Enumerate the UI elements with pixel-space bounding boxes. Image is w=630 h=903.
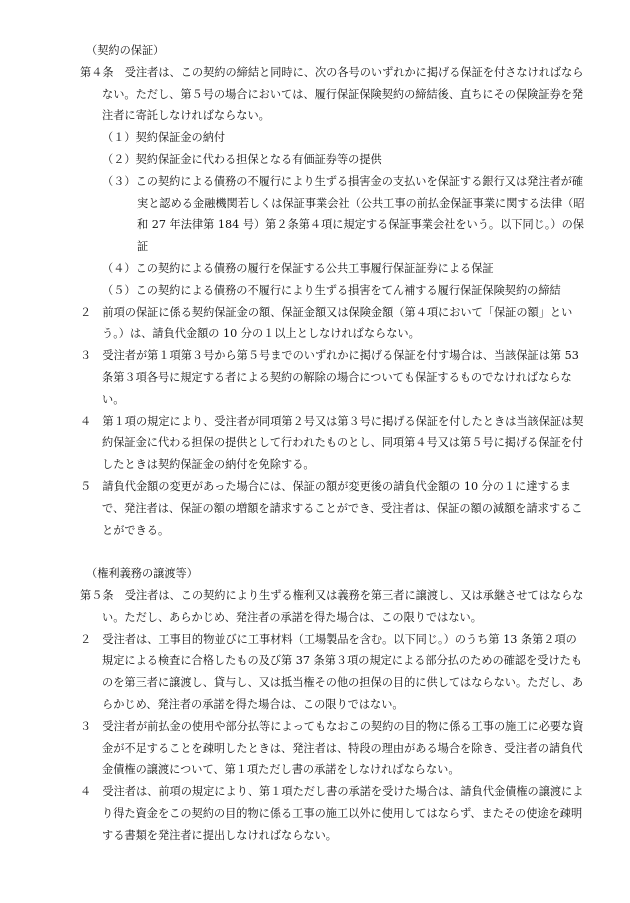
article-4-heading: （契約の保証）	[86, 44, 165, 57]
section-gap	[80, 541, 586, 563]
article-5-para-4: ４ 受注者は、前項の規定により、第１項ただし書の承諾を受けた場合は、請負代金債権の譲渡により得た資金をこの契約の目的物に係る工事の施工以外に使用してはならず、またその使途を疎明する書類を発注者に提出しなければならない。	[80, 785, 584, 842]
article-4-item-3: （３）この契約による債務の不履行により生ずる損害金の支払いを保証する銀行又は発注者が確実と認める金融機関若しくは保証事業会社（公共工事の前払金保証事業に関する法律（昭和 27 年法律第 184 号）第２条第４項に規定する保証事業会社をいう。以下同じ。）の保証	[102, 174, 585, 254]
article-4-para-4: ４ 第１項の規定により、受注者が同項第２号又は第３号に掲げる保証を付したときは当該保証は契約保証金に代わる担保の提供として行われたものとし、同項第４号又は第５号に掲げる保証を付したときは契約保証金の納付を免除する。	[80, 414, 584, 472]
article-4-item-1: （１）契約保証金の納付	[102, 131, 226, 145]
article-4-lead: 第４条 受注者は、この契約の締結と同時に、次の各号のいずれかに掲げる保証を付さなければならない。ただし、第５号の場合においては、履行保証保険契約の締結後、直ちにその保険証券を発注者に寄託しなければならない。	[80, 65, 584, 123]
article-5-heading: （権利義務の譲渡等）	[86, 567, 198, 581]
article-4-para-3: ３ 受注者が第１項第３号から第５号までのいずれかに掲げる保証を付す場合は、当該保証は第 53 条第３項各号に規定する者による契約の解除の場合についても保証するものでなければならない。	[80, 349, 579, 406]
article-4-item-4: （４）この契約による債務の履行を保証する公共工事履行保証証券による保証	[102, 261, 494, 275]
article-4-item-5: （５）この契約による債務の不履行により生ずる損害をてん補する履行保証保険契約の締結	[102, 283, 561, 297]
article-5-lead: 第５条 受注者は、この契約により生ずる権利又は義務を第三者に譲渡し、又は承継させてはならない。ただし、あらかじめ、発注者の承諾を得た場合は、この限りではない。	[80, 588, 584, 624]
article-5-para-2: ２ 受注者は、工事目的物並びに工事材料（工場製品を含む。以下同じ。）のうち第 13 条第２項の規定による検査に合格したもの及び第 37 条第３項の規定による部分払のための確認を受けたものを第三者に譲渡し、貸与し、又は抵当権その他の担保の目的に供してはならない。ただし、あらかじめ、発注者の承諾を得た場合は、この限りではない。	[80, 632, 584, 711]
article-5-para-3: ３ 受注者が前払金の使用や部分払等によってもなおこの契約の目的物に係る工事の施工に必要な資金が不足することを疎明したときは、発注者は、特段の理由がある場合を除き、受注者の請負代金債権の譲渡について、第１項ただし書の承諾をしなければならない。	[80, 719, 584, 777]
article-4-para-2: ２ 前項の保証に係る契約保証金の額、保証金額又は保険金額（第４項において「保証の額」という。）は、請負代金額の 10 分の１以上としなければならない。	[80, 305, 573, 341]
article-4-item-2: （２）契約保証金に代わる担保となる有価証券等の提供	[102, 152, 382, 166]
article-4-para-5: ５ 請負代金額の変更があった場合には、保証の額が変更後の請負代金額の 10 分の１に達するまで、発注者は、保証の額の増額を請求することができ、受注者は、保証の額の減額を請求することができる。	[80, 479, 583, 537]
